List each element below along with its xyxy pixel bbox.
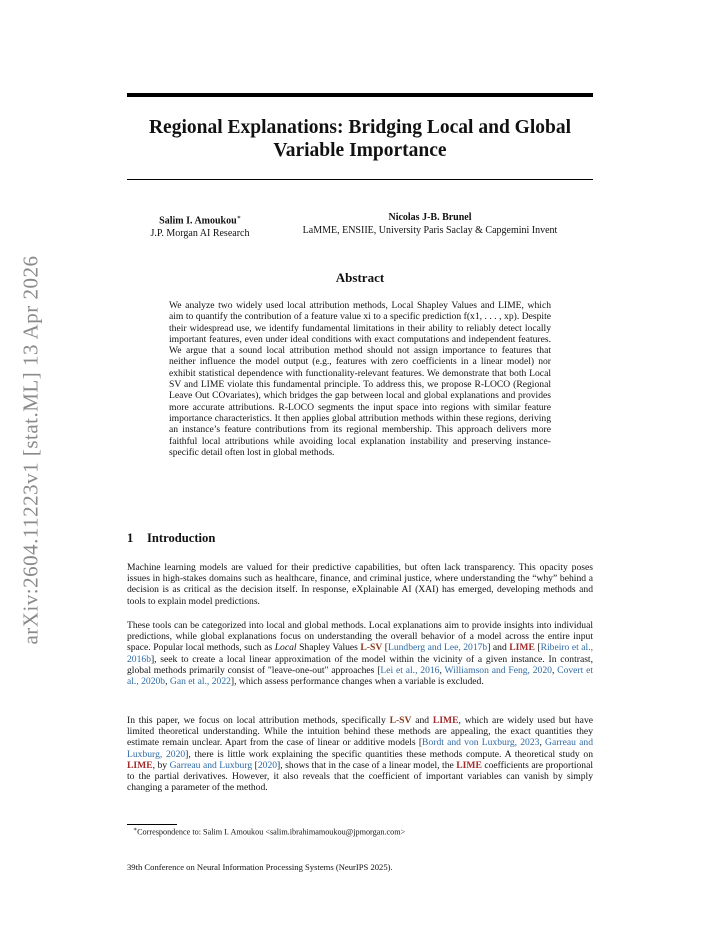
author-1: [134, 212, 266, 240]
author-2: [280, 212, 580, 237]
footnote-mark: ∗: [133, 827, 138, 833]
intro-paragraph-3: In this paper, we focus on local attribution methods, specifically L-SV and LIME, which are widely used but have limited theoretical understanding. While the intuition behind these methods are appealing, the exact quantities they estimate remain unclear. Apart from the case of linear or additive models [Bordt and von Luxburg, 2023, Garreau and Luxburg, 2020], there is little work explaining the specific quantities these methods compute. A theoretical study on LIME, by Garreau and Luxburg [2020], shows that in the case of a linear model, the LIME coefficients are proportional to the partial derivatives. However, it also reveals that the coefficient of important variables can vanish by simply changing a parameter of the method.: [127, 715, 594, 794]
section-number: 1: [127, 531, 134, 545]
author-2-name: Nicolas J-B. Brunel: [388, 212, 472, 223]
footnote-text: Correspondence to: Salim I. Amoukou <salim.ibrahimamoukou@jpmorgan.com>: [137, 827, 406, 837]
citation-link[interactable]: Gan et al., 2022: [169, 676, 231, 688]
citation-link[interactable]: Bordt and von Luxburg, 2023: [422, 737, 540, 749]
citation-link[interactable]: Garreau and Luxburg: [169, 759, 253, 771]
lime-acronym[interactable]: LIME: [127, 759, 153, 771]
section-heading: [127, 531, 215, 546]
section-title: Introduction: [147, 531, 216, 545]
footnote: [133, 826, 405, 837]
conference-note: 39th Conference on Neural Information Processing Systems (NeurIPS 2025).: [127, 862, 393, 872]
lime-acronym[interactable]: LIME: [509, 642, 535, 654]
citation-link[interactable]: Lei et al., 2016: [380, 664, 440, 676]
author-1-affiliation: J.P. Morgan AI Research: [150, 227, 250, 239]
arxiv-stamp-text: arXiv:2604.11223v1 [stat.ML] 13 Apr 2026: [18, 255, 43, 645]
author-1-name: Salim I. Amoukou: [159, 215, 237, 227]
citation-link[interactable]: Garreau and Luxburg, 2020: [127, 737, 593, 760]
title-rule-top: [127, 93, 593, 97]
citation-link[interactable]: Ribeiro et al., 2016b: [127, 642, 594, 665]
citation-link[interactable]: 2020: [257, 759, 278, 771]
arxiv-stamp: [14, 250, 48, 650]
citation-link[interactable]: Williamson and Feng, 2020: [444, 664, 552, 676]
author-1-mark: ∗: [236, 215, 241, 221]
lsv-acronym[interactable]: L-SV: [389, 715, 412, 726]
paper-title: Regional Explanations: Bridging Local and Global Variable Importance: [148, 117, 572, 161]
title-rule-bottom: [127, 179, 593, 180]
local-emphasis: Local: [274, 642, 297, 654]
intro-paragraph-1: Machine learning models are valued for their predictive capabilities, but often lack transparency. This opacity poses issues in high-stakes domains such as healthcare, finance, and criminal justice, where understanding the “why” behind a decision is as critical as the decision itself. In response, eXplainable AI (XAI) has emerged, developing methods and tools to explain model predictions.: [127, 562, 593, 607]
lime-acronym[interactable]: LIME: [456, 759, 482, 771]
footnote-rule: [127, 824, 177, 825]
lime-acronym[interactable]: LIME: [432, 715, 459, 726]
lsv-acronym[interactable]: L-SV: [360, 642, 383, 654]
citation-link[interactable]: Lundberg and Lee, 2017b: [387, 642, 488, 654]
abstract-text: We analyze two widely used local attribution methods, Local Shapley Values and LIME, which aim to quantify the contribution of a feature value xi to a specific prediction f(x1, . . . , xp). Despite their widespread use, we identify fundamental limitations in their ability to reliably detect locally important features, even under ideal conditions with exact computations and independent features. We argue that a sound local attribution method should not assign importance to features that neither influence the model output (e.g., features with zero coefficients in a linear model) nor exhibit statistical dependence with functionality-relevant features. We demonstrate that both Local SV and LIME violate this fundamental principle. To address this, we propose R-LOCO (Regional Leave Out COvariates), which bridges the gap between local and global explanations and provides more accurate attributions. R-LOCO segments the input space into regions with similar feature importance characteristics. It then applies global attribution methods within these regions, deriving an instance’s feature contributions from its regional membership. This approach delivers more faithful local attributions while avoiding local explanation instability and preserving instance-specific detail often lost in global methods.: [169, 300, 551, 458]
intro-paragraph-2: These tools can be categorized into local and global methods. Local explanations aim to provide insights into individual predictions, while global explanations focus on understanding the overall behavior of a model across the entire input space. Popular local methods, such as Local Shapley Values L-SV [Lundberg and Lee, 2017b] and LIME [Ribeiro et al., 2016b], seek to create a local linear approximation of the model within the vicinity of a given instance. In contrast, global methods primarily consist of "leave-one-out" approaches [Lei et al., 2016, Williamson and Feng, 2020, Covert et al., 2020b, Gan et al., 2022], which assess performance changes when a variable is excluded.: [127, 620, 594, 688]
author-2-affiliation: LaMME, ENSIIE, University Paris Saclay & Capgemini Invent: [302, 224, 558, 236]
citation-link[interactable]: Covert et al., 2020b: [127, 664, 594, 688]
abstract-heading: Abstract: [335, 270, 385, 285]
